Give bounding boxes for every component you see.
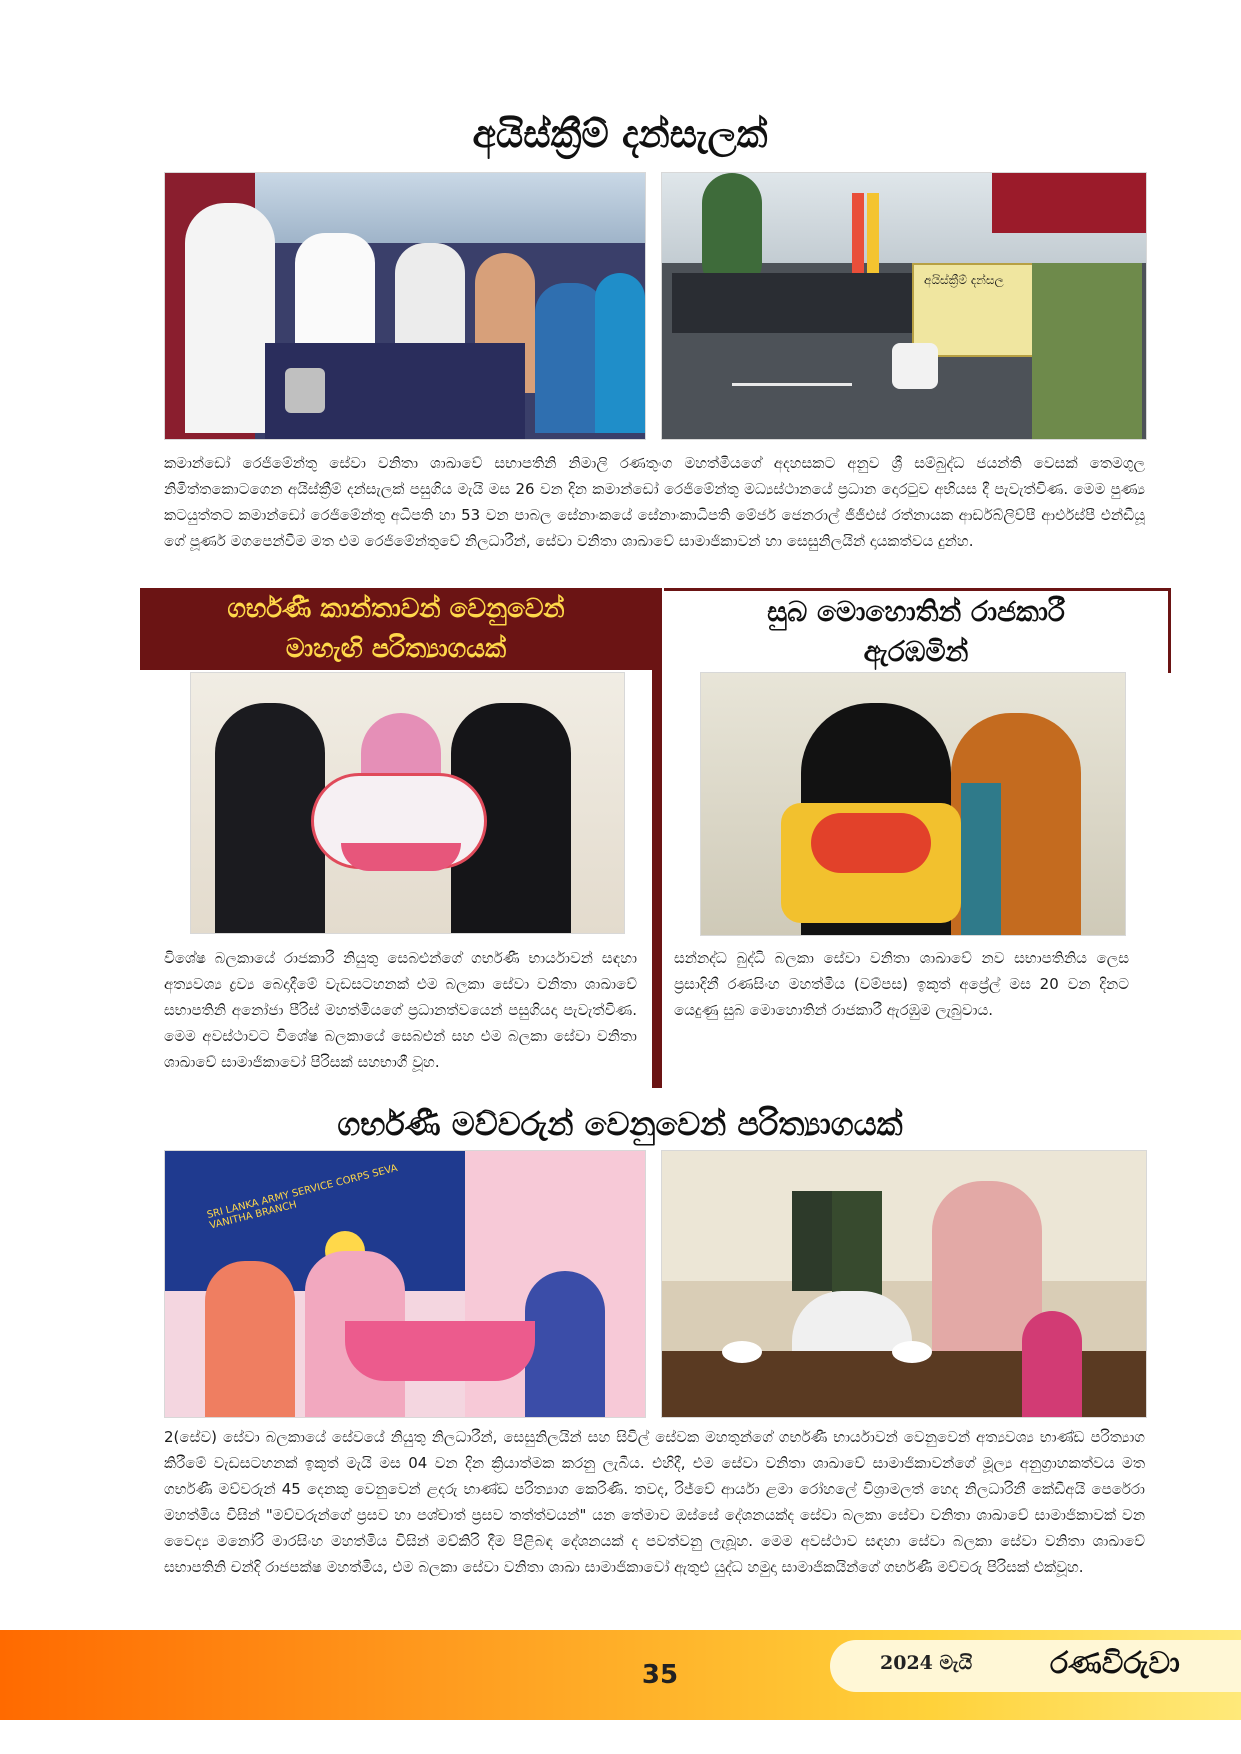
section3-title-line2: ඇරඹමින් (863, 635, 969, 668)
section3-title-line1: සුබ මොහොතින් රාජකාරී (767, 595, 1065, 628)
section3-body: සන්නද්ධ බුද්ධි බලකා සේවා වනිතා ශාඛාවේ නව සභාපතිනිය ලෙස ප්‍රසාදිනී රණසිංහ මහත්මිය (වම්පස) ඉකුත් අප්‍රේල් මස 20 වන දිනට යෙදුණු සුබ මොහොතින් රාජකාරී ඇරඹුම ලැබුවාය. (674, 949, 1129, 1019)
dansala-queue-photo (661, 172, 1147, 440)
section1-body: කමාන්ඩෝ රෙජිමේන්තු සේවා වනිතා ශාඛාවේ සභාපතිනි නිමාලි රණතුංග මහත්මියගේ අදහසකට අනුව ශ්‍රී සම්බුද්ධ ජයන්ති වෙසක් තෙමගුල නිමිත්තකොටගෙන අයිස්ක්‍රීම් දන්සැලක් පසුගිය මැයි මස 26 වන දින කමාන්ඩෝ රෙජිමේන්තු මධ්‍යස්ථානයේ ප්‍රධාන දොරටුව අභියස දී පැවැත්විණ. මෙම පුණ්‍ය කටයුත්තට කමාන්ඩෝ රෙජිමේන්තු අධිපති හා 53 වන පාබල සේනාංකයේ සේනාංකාධිපති මේජර් ජෙනරාල් ජීජීඑස් රත්නායක ආර්ඩබ්ලිව්පී ආර්එස්පී එන්ඩීයූ ගේ පූර්ණ මගපෙන්වීම මත එම රෙජිමේන්තුවේ නිලධාරීන්, සේවා වනිතා ශාඛාවේ සාමාජිකාවන් හා සෙසුනිලයින් දායකත්වය දුන්හ. (164, 454, 1145, 550)
service-corps-donation-photo (164, 1150, 646, 1418)
ice-cream-serving-photo (164, 172, 646, 440)
section4-title: ගර්භණී මව්වරුන් වෙනුවෙන් පරිත්‍යාගයක් (337, 1105, 903, 1143)
section1-title: අයිස්ක්‍රීම් දන්සැලක් (472, 112, 768, 156)
photo-banner-text: SRI LANKA ARMY SERVICE CORPS SEVA VANITHA BRANCH (205, 1162, 399, 1232)
special-forces-donation-photo (190, 672, 625, 934)
column-divider (652, 588, 662, 1088)
section2-title-line1: ගර්භණී කාන්තාවන් වෙනුවෙන් (227, 594, 565, 624)
dansala-sign-text: අයිස්ක්‍රීම් දන්සල (924, 273, 1004, 287)
issue-date: 2024 මැයි (880, 1652, 973, 1674)
maternity-lecture-photo (661, 1150, 1147, 1418)
chairperson-welcome-photo (700, 672, 1126, 936)
section2-body: විශේෂ බලකායේ රාජකාරී නියුතු සෙබළුන්ගේ ගර්භණී භාර්යාවන් සඳහා අත්‍යවශ්‍ය ද්‍රව්‍ය බෙදාදීමේ වැඩසටහනක් එම බලකා සේවා වනිතා ශාඛාවේ සභාපතිනි අනෝජා පීරිස් මහත්මියගේ ප්‍රධානත්වයෙන් පසුගියදා පැවැත්විණ. මෙම අවස්ථාවට විශේෂ බලකායේ සෙබළුන් සහ එම බලකා සේවා වනිතා ශාඛාවේ සාමාජිකාවෝ පිරිසක් සහභාගී වූහ. (164, 949, 637, 1071)
magazine-logo: රණවිරුවා (1050, 1646, 1180, 1681)
section4-body: 2(සේව) සේවා බලකායේ සේවයේ නියුතු නිලධාරීන්, සෙසුනිලයින් සහ සිවිල් සේවක මහතුන්ගේ ගර්භණී භාර්යාවන් වෙනුවෙන් අත්‍යවශ්‍ය භාණ්ඩ පරිත්‍යාග කිරීමේ වැඩසටහනක් ඉකුත් මැයි මස 04 වන දින ක්‍රියාත්මක කරනු ලැබීය. එහිදී, එම සේවා වනිතා ශාඛාවේ සාමාජිකාවන්ගේ මූල්‍ය අනුග්‍රාහකත්වය මත ගර්භණී මව්වරුන් 45 දෙනකු වෙනුවෙන් ළදරු භාණ්ඩ පරිත්‍යාග කෙරිණි. තවද, රිජ්වේ ආර්යා ළමා රෝහලේ විශ්‍රාමලත් හෙද නිලධාරිනී කේඩීඅයි පෙරේරා මහත්මිය විසින් "මව්වරුන්ගේ ප්‍රසව හා පශ්චාත් ප්‍රසව තත්ත්වයන්" යන තේමාව ඔස්සේ දේශනයක්ද සේවා බලකා සේවා වනිතා ශාඛාවේ සාමාජිකාවක් වන වෛද්‍ය මනෝරි මාරසිංහ මහත්මිය විසින් මව්කිරි දීම පිළිබඳ දේශනයක් ද පවත්වනු ලැබූහ. මෙම අවස්ථාව සඳහා සේවා බලකා සේවා වනිතා ශාඛාවේ සභාපතිනි චන්දි රාජපක්ෂ මහත්මිය, එම බලකා සේවා වනිතා ශාඛා සාමාජිකාවෝ ඇතුළු යුද්ධ හමුදා සාමාජිකයින්ගේ ගර්භණී මව්වරු පිරිසක් එක්වූහ. (164, 1428, 1145, 1576)
section2-title-banner (140, 588, 652, 670)
section2-title-line2: මාහැඟි පරිත්‍යාගයක් (285, 634, 507, 664)
page-number: 35 (641, 1660, 679, 1690)
section3-title-banner (664, 588, 1171, 673)
